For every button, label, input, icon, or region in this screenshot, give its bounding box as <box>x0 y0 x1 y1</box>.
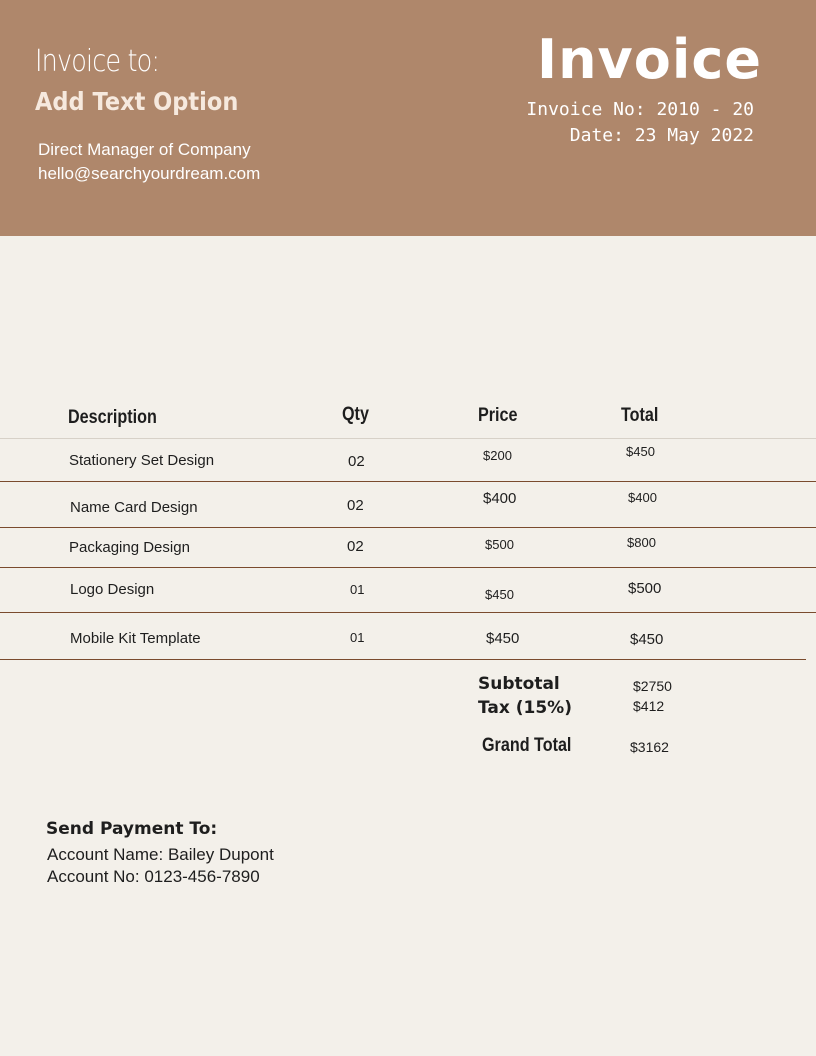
grand-total-value: $3162 <box>630 739 669 755</box>
col-header-qty: Qty <box>342 404 369 425</box>
row-divider <box>0 612 816 613</box>
row-price: $450 <box>486 630 520 647</box>
row-divider <box>0 481 816 482</box>
row-divider <box>0 659 806 660</box>
row-description: Mobile Kit Template <box>70 630 201 647</box>
row-divider <box>0 527 816 528</box>
row-total: $450 <box>626 444 655 459</box>
row-qty: 01 <box>350 582 365 597</box>
invoice-date: Date: 23 May 2022 <box>569 125 754 146</box>
row-description: Logo Design <box>70 581 155 598</box>
row-description: Name Card Design <box>70 499 198 516</box>
row-price: $450 <box>485 587 514 602</box>
col-header-price: Price <box>478 405 518 426</box>
row-total: $450 <box>630 631 664 648</box>
client-role: Direct Manager of Company <box>38 140 251 159</box>
grand-total-label: Grand Total <box>482 735 572 756</box>
row-total: $800 <box>627 535 656 550</box>
client-email: hello@searchyourdream.com <box>38 164 261 183</box>
tax-label: Tax (15%) <box>478 698 572 718</box>
row-total: $500 <box>628 580 662 597</box>
row-qty: 02 <box>347 497 364 514</box>
header-divider <box>0 438 816 439</box>
invoice-title: Invoice <box>537 28 762 91</box>
row-qty: 01 <box>350 630 365 645</box>
account-name: Account Name: Bailey Dupont <box>47 845 274 864</box>
row-description: Packaging Design <box>69 539 190 556</box>
invoice-to-label: Invoice to: <box>35 44 160 79</box>
tax-value: $412 <box>633 698 665 714</box>
col-header-total: Total <box>621 405 659 426</box>
row-description: Stationery Set Design <box>69 452 215 469</box>
invoice-number: Invoice No: 2010 - 20 <box>526 99 754 120</box>
col-header-description: Description <box>68 407 157 428</box>
subtotal-label: Subtotal <box>478 674 560 694</box>
row-price: $200 <box>483 448 512 463</box>
row-qty: 02 <box>347 538 364 555</box>
row-price: $400 <box>483 490 517 507</box>
row-total: $400 <box>628 490 657 505</box>
row-divider <box>0 567 816 568</box>
payment-title: Send Payment To: <box>46 819 218 839</box>
account-number: Account No: 0123-456-7890 <box>47 867 260 886</box>
subtotal-value: $2750 <box>633 678 672 694</box>
client-name: Add Text Option <box>35 87 239 116</box>
row-qty: 02 <box>348 453 365 470</box>
row-price: $500 <box>485 537 514 552</box>
